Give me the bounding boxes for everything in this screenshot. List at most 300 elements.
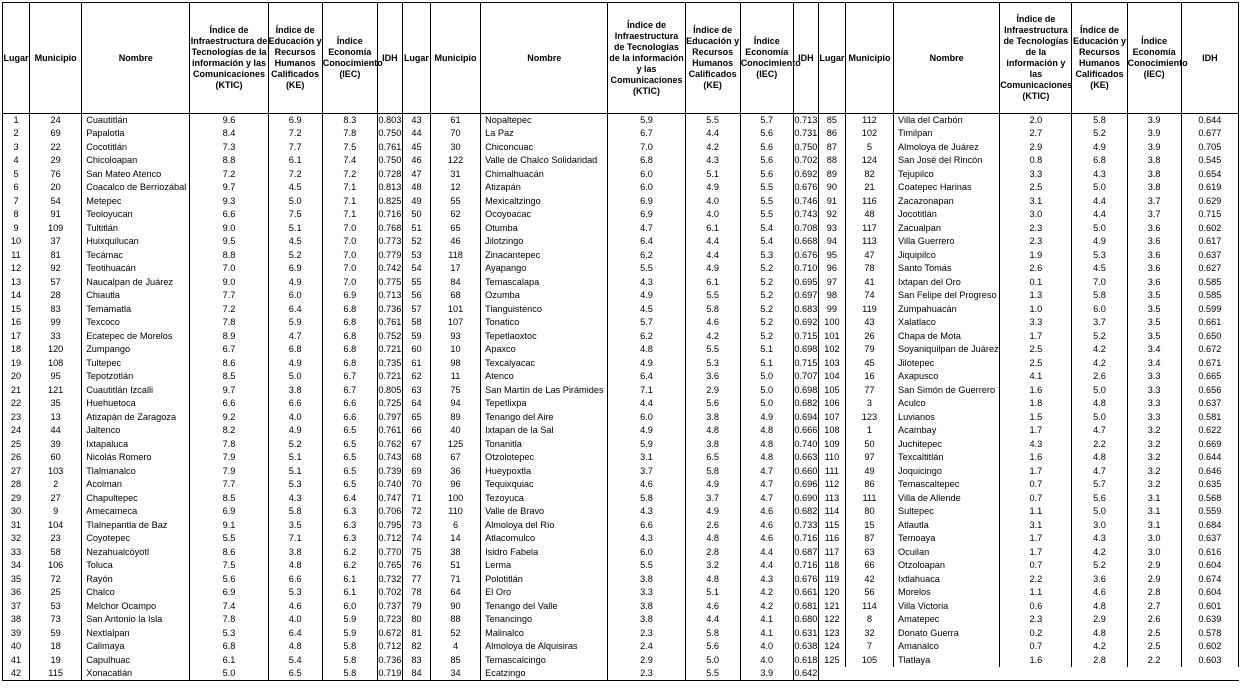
idh-cell: 0.637 (1181, 532, 1238, 546)
idh-cell: 0.656 (1181, 384, 1238, 398)
rank-cell: 70 (402, 478, 430, 492)
municipio-name-cell: Jilotepec (894, 357, 1000, 371)
ktic-cell: 4.3 (608, 532, 685, 546)
municipio-name-cell: Timilpan (894, 127, 1000, 141)
rank-cell: 65 (402, 411, 430, 425)
rank-cell: 112 (818, 478, 845, 492)
rank-cell: 23 (3, 411, 30, 425)
idh-cell: 0.680 (793, 613, 818, 627)
idh-cell: 0.585 (1181, 276, 1238, 290)
ke-cell: 4.9 (1072, 141, 1127, 155)
municipio-code-cell: 111 (845, 492, 893, 506)
rank-cell: 20 (3, 370, 30, 384)
municipio-name-cell: Atenco (481, 370, 608, 384)
municipio-code-cell: 67 (430, 451, 480, 465)
table-row (3, 114, 1239, 128)
idh-cell: 0.752 (377, 330, 402, 344)
idh-cell: 0.622 (1181, 424, 1238, 438)
idh-cell: 0.601 (1181, 600, 1238, 614)
ke-cell: 4.7 (1072, 424, 1127, 438)
municipio-code-cell: 8 (845, 613, 893, 627)
iec-cell: 3.3 (1127, 370, 1181, 384)
ktic-cell: 1.3 (1000, 289, 1072, 303)
iec-cell: 5.5 (740, 208, 793, 222)
iec-cell: 6.8 (322, 330, 377, 344)
rank-cell: 107 (818, 411, 845, 425)
municipio-name-cell: Coyotepec (82, 532, 190, 546)
ke-cell: 5.3 (1072, 249, 1127, 263)
rank-cell: 37 (3, 600, 30, 614)
table-row (3, 141, 1239, 155)
ke-cell: 3.0 (1072, 519, 1127, 533)
ktic-cell: 1.7 (1000, 465, 1072, 479)
iec-cell: 3.3 (1127, 411, 1181, 425)
iec-cell: 5.6 (740, 127, 793, 141)
header-row (3, 3, 1239, 114)
rank-cell: 35 (3, 573, 30, 587)
municipio-name-cell: Texcalyacac (481, 357, 608, 371)
municipio-code-cell: 64 (430, 586, 480, 600)
municipio-name-cell: Almoloya del Río (481, 519, 608, 533)
rank-cell: 69 (402, 465, 430, 479)
ktic-cell: 7.2 (190, 168, 268, 182)
empty-cell (894, 667, 1000, 681)
ke-cell: 5.4 (268, 654, 322, 668)
iec-cell: 6.8 (322, 343, 377, 357)
idh-cell: 0.746 (793, 195, 818, 209)
municipio-code-cell: 121 (30, 384, 82, 398)
ke-cell: 4.3 (1072, 532, 1127, 546)
municipio-code-cell: 58 (30, 546, 82, 560)
ktic-cell: 6.9 (190, 586, 268, 600)
ke-cell: 5.0 (1072, 181, 1127, 195)
header-nombre: Nombre (481, 3, 608, 114)
ke-cell: 4.6 (685, 316, 740, 330)
rank-cell: 87 (818, 141, 845, 155)
municipio-code-cell: 54 (30, 195, 82, 209)
rank-cell: 73 (402, 519, 430, 533)
idh-cell: 0.637 (1181, 397, 1238, 411)
ktic-cell: 6.9 (190, 505, 268, 519)
ke-cell: 4.4 (685, 613, 740, 627)
idh-cell: 0.695 (793, 276, 818, 290)
ktic-cell: 4.3 (1000, 438, 1072, 452)
municipio-name-cell: Atlautla (894, 519, 1000, 533)
idh-cell: 0.661 (793, 586, 818, 600)
municipio-name-cell: Temoaya (894, 532, 1000, 546)
municipio-code-cell: 74 (845, 289, 893, 303)
iec-cell: 6.7 (322, 370, 377, 384)
iec-cell: 3.1 (1127, 505, 1181, 519)
municipio-name-cell: Calimaya (82, 640, 190, 654)
table-row (3, 370, 1239, 384)
idh-cell: 0.825 (377, 195, 402, 209)
ktic-cell: 8.2 (190, 424, 268, 438)
ke-cell: 5.5 (685, 343, 740, 357)
iec-cell: 3.6 (1127, 276, 1181, 290)
ke-cell: 7.1 (268, 532, 322, 546)
idh-cell: 0.761 (377, 316, 402, 330)
iec-cell: 5.6 (740, 168, 793, 182)
table-row (3, 667, 1239, 681)
ktic-cell: 2.7 (1000, 127, 1072, 141)
iec-cell: 6.7 (322, 384, 377, 398)
ktic-cell: 1.7 (1000, 424, 1072, 438)
idh-cell: 0.698 (793, 343, 818, 357)
header-lugar: Lugar (402, 3, 430, 114)
ke-cell: 6.0 (1072, 303, 1127, 317)
municipio-code-cell: 116 (845, 195, 893, 209)
ke-cell: 4.7 (268, 330, 322, 344)
ke-cell: 4.3 (1072, 168, 1127, 182)
rank-cell: 43 (402, 114, 430, 128)
iec-cell: 5.1 (740, 357, 793, 371)
iec-cell: 3.6 (1127, 222, 1181, 236)
municipio-name-cell: San José del Rincón (894, 154, 1000, 168)
ke-cell: 5.2 (268, 438, 322, 452)
municipio-name-cell: Morelos (894, 586, 1000, 600)
municipio-name-cell: Huehuetoca (82, 397, 190, 411)
rank-cell: 9 (3, 222, 30, 236)
ke-cell: 4.4 (685, 249, 740, 263)
municipio-code-cell: 14 (430, 532, 480, 546)
idh-cell: 0.797 (377, 411, 402, 425)
iec-cell: 6.2 (322, 559, 377, 573)
ktic-cell: 5.5 (190, 532, 268, 546)
municipio-name-cell: Zacualpan (894, 222, 1000, 236)
ktic-cell: 4.6 (608, 478, 685, 492)
municipio-code-cell: 52 (430, 627, 480, 641)
ke-cell: 5.7 (1072, 478, 1127, 492)
municipio-code-cell: 12 (430, 181, 480, 195)
municipio-name-cell: Almoloya de Alquisiras (481, 640, 608, 654)
municipio-code-cell: 99 (30, 316, 82, 330)
table-row (3, 438, 1239, 452)
municipio-code-cell: 125 (430, 438, 480, 452)
idh-cell: 0.603 (1181, 654, 1238, 668)
rank-cell: 124 (818, 640, 845, 654)
idh-cell: 0.602 (1181, 640, 1238, 654)
municipio-name-cell: Amanalco (894, 640, 1000, 654)
idh-cell: 0.731 (793, 127, 818, 141)
municipio-code-cell: 53 (30, 600, 82, 614)
idh-cell: 0.716 (377, 208, 402, 222)
municipio-name-cell: Acambay (894, 424, 1000, 438)
ke-cell: 5.2 (1072, 559, 1127, 573)
ktic-cell: 4.7 (608, 222, 685, 236)
iec-cell: 5.9 (322, 627, 377, 641)
municipio-code-cell: 108 (30, 357, 82, 371)
idh-cell: 0.690 (793, 492, 818, 506)
iec-cell: 3.4 (1127, 357, 1181, 371)
rank-cell: 86 (818, 127, 845, 141)
table-row (3, 478, 1239, 492)
municipio-name-cell: Chalco (82, 586, 190, 600)
ktic-cell: 8.8 (190, 154, 268, 168)
idh-cell: 0.627 (1181, 262, 1238, 276)
iec-cell: 7.1 (322, 195, 377, 209)
municipio-code-cell: 104 (30, 519, 82, 533)
ke-cell: 5.3 (268, 478, 322, 492)
iec-cell: 3.9 (1127, 141, 1181, 155)
iec-cell: 5.8 (322, 640, 377, 654)
iec-cell: 3.3 (1127, 384, 1181, 398)
idh-cell: 0.604 (1181, 559, 1238, 573)
table-row (3, 654, 1239, 668)
municipio-name-cell: Temascaltepec (894, 478, 1000, 492)
municipio-name-cell: Chicoloapan (82, 154, 190, 168)
municipio-code-cell: 9 (30, 505, 82, 519)
ke-cell: 4.8 (1072, 397, 1127, 411)
ke-cell: 4.6 (685, 600, 740, 614)
ke-cell: 6.6 (268, 573, 322, 587)
ktic-cell: 7.7 (190, 478, 268, 492)
idh-cell: 0.750 (377, 154, 402, 168)
municipio-code-cell: 56 (845, 586, 893, 600)
ktic-cell: 3.8 (608, 613, 685, 627)
rank-cell: 100 (818, 316, 845, 330)
idh-cell: 0.672 (1181, 343, 1238, 357)
iec-cell: 4.2 (740, 586, 793, 600)
iec-cell: 5.2 (740, 303, 793, 317)
municipio-code-cell: 91 (30, 208, 82, 222)
rank-cell: 21 (3, 384, 30, 398)
municipio-name-cell: Capulhuac (82, 654, 190, 668)
municipio-name-cell: Mexicaltzingo (481, 195, 608, 209)
ke-cell: 5.8 (685, 465, 740, 479)
municipio-code-cell: 48 (845, 208, 893, 222)
rank-cell: 61 (402, 357, 430, 371)
municipio-code-cell: 73 (30, 613, 82, 627)
municipio-name-cell: Luvianos (894, 411, 1000, 425)
municipio-name-cell: Nicolás Romero (82, 451, 190, 465)
municipio-name-cell: Nezahualcóyotl (82, 546, 190, 560)
rank-cell: 104 (818, 370, 845, 384)
iec-cell: 4.0 (740, 640, 793, 654)
ktic-cell: 9.3 (190, 195, 268, 209)
rank-cell: 48 (402, 181, 430, 195)
idh-cell: 0.725 (377, 397, 402, 411)
ktic-cell: 2.6 (1000, 262, 1072, 276)
idh-cell: 0.617 (1181, 235, 1238, 249)
municipio-code-cell: 59 (30, 627, 82, 641)
idh-cell: 0.635 (1181, 478, 1238, 492)
ktic-cell: 6.0 (608, 168, 685, 182)
municipio-code-cell: 21 (845, 181, 893, 195)
ke-cell: 4.0 (268, 411, 322, 425)
ke-cell: 7.5 (268, 208, 322, 222)
iec-cell: 2.9 (1127, 573, 1181, 587)
ktic-cell: 8.5 (190, 492, 268, 506)
idh-cell: 0.676 (793, 181, 818, 195)
table-row (3, 195, 1239, 209)
ke-cell: 5.9 (268, 316, 322, 330)
ke-cell: 4.5 (268, 235, 322, 249)
municipio-code-cell: 38 (430, 546, 480, 560)
rank-cell: 5 (3, 168, 30, 182)
ktic-cell: 9.2 (190, 411, 268, 425)
ke-cell: 4.9 (268, 424, 322, 438)
ktic-cell: 7.1 (608, 384, 685, 398)
rank-cell: 106 (818, 397, 845, 411)
iec-cell: 6.6 (322, 411, 377, 425)
rank-cell: 53 (402, 249, 430, 263)
idh-cell: 0.681 (793, 600, 818, 614)
idh-cell: 0.710 (793, 262, 818, 276)
rank-cell: 17 (3, 330, 30, 344)
rank-cell: 6 (3, 181, 30, 195)
municipio-name-cell: Villa del Carbón (894, 114, 1000, 128)
ktic-cell: 2.3 (1000, 235, 1072, 249)
ktic-cell: 4.9 (608, 424, 685, 438)
ktic-cell: 8.6 (190, 357, 268, 371)
municipio-name-cell: Rayón (82, 573, 190, 587)
ktic-cell: 8.6 (190, 546, 268, 560)
ke-cell: 4.3 (685, 154, 740, 168)
municipio-name-cell: Tenango del Aire (481, 411, 608, 425)
municipio-name-cell: Polotitlán (481, 573, 608, 587)
municipio-code-cell: 61 (430, 114, 480, 128)
ke-cell: 5.2 (1072, 127, 1127, 141)
municipio-name-cell: Texcoco (82, 316, 190, 330)
municipio-name-cell: Tecámac (82, 249, 190, 263)
municipio-name-cell: Xonacatlán (82, 667, 190, 681)
ke-cell: 6.8 (268, 343, 322, 357)
ktic-cell: 6.6 (190, 397, 268, 411)
iec-cell: 6.3 (322, 505, 377, 519)
iec-cell: 3.9 (1127, 127, 1181, 141)
municipio-name-cell: Coatepec Harinas (894, 181, 1000, 195)
idh-cell: 0.677 (1181, 127, 1238, 141)
ke-cell: 2.9 (685, 384, 740, 398)
ktic-cell: 2.3 (608, 627, 685, 641)
ktic-cell: 6.4 (608, 235, 685, 249)
iec-cell: 5.4 (740, 235, 793, 249)
ktic-cell: 5.9 (608, 438, 685, 452)
municipio-name-cell: Jocotitlán (894, 208, 1000, 222)
idh-cell: 0.687 (793, 546, 818, 560)
iec-cell: 3.0 (1127, 546, 1181, 560)
ktic-cell: 1.7 (1000, 532, 1072, 546)
ktic-cell: 1.6 (1000, 451, 1072, 465)
municipio-code-cell: 68 (430, 289, 480, 303)
ktic-cell: 4.9 (608, 357, 685, 371)
table-row (3, 465, 1239, 479)
municipio-code-cell: 23 (30, 532, 82, 546)
municipio-code-cell: 105 (845, 654, 893, 668)
idh-cell: 0.733 (793, 519, 818, 533)
municipio-name-cell: Temascalcingo (481, 654, 608, 668)
ktic-cell: 8.5 (190, 370, 268, 384)
iec-cell: 5.8 (322, 654, 377, 668)
municipio-name-cell: Lerma (481, 559, 608, 573)
municipio-code-cell: 85 (430, 654, 480, 668)
rank-cell: 93 (818, 222, 845, 236)
idh-cell: 0.697 (793, 289, 818, 303)
iec-cell: 8.3 (322, 114, 377, 128)
ktic-cell: 4.4 (608, 397, 685, 411)
idh-cell: 0.578 (1181, 627, 1238, 641)
rank-cell: 47 (402, 168, 430, 182)
municipio-name-cell: Aculco (894, 397, 1000, 411)
idh-cell: 0.742 (377, 262, 402, 276)
idh-cell: 0.683 (793, 303, 818, 317)
iec-cell: 4.6 (740, 505, 793, 519)
empty-cell (818, 667, 845, 681)
municipio-name-cell: Zumpango (82, 343, 190, 357)
iec-cell: 5.0 (740, 384, 793, 398)
idh-cell: 0.660 (793, 465, 818, 479)
municipio-name-cell: Valle de Chalco Solidaridad (481, 154, 608, 168)
ke-cell: 4.5 (1072, 262, 1127, 276)
iec-cell: 5.2 (740, 289, 793, 303)
header-ke: Índice de Educación y Recursos Humanos Calificados (KE) (268, 3, 322, 114)
ke-cell: 5.1 (685, 586, 740, 600)
idh-cell: 0.736 (377, 303, 402, 317)
iec-cell: 2.9 (1127, 559, 1181, 573)
municipio-code-cell: 98 (430, 357, 480, 371)
header-idh: IDH (793, 3, 818, 114)
iec-cell: 6.9 (322, 289, 377, 303)
ke-cell: 5.1 (685, 168, 740, 182)
municipio-name-cell: Teoloyucan (82, 208, 190, 222)
rank-cell: 67 (402, 438, 430, 452)
municipio-name-cell: Atlacomulco (481, 532, 608, 546)
idh-cell: 0.698 (793, 384, 818, 398)
municipio-code-cell: 49 (845, 465, 893, 479)
empty-cell (1000, 667, 1072, 681)
rank-cell: 11 (3, 249, 30, 263)
municipio-code-cell: 76 (30, 168, 82, 182)
iec-cell: 7.2 (322, 168, 377, 182)
iec-cell: 6.5 (322, 465, 377, 479)
table-row (3, 559, 1239, 573)
municipio-code-cell: 83 (30, 303, 82, 317)
rank-cell: 62 (402, 370, 430, 384)
idh-cell: 0.692 (793, 168, 818, 182)
idh-cell: 0.715 (793, 330, 818, 344)
municipio-code-cell: 69 (30, 127, 82, 141)
rank-cell: 98 (818, 289, 845, 303)
ke-cell: 5.8 (268, 505, 322, 519)
table-row (3, 573, 1239, 587)
iec-cell: 5.2 (740, 276, 793, 290)
municipio-name-cell: Tezoyuca (481, 492, 608, 506)
ktic-cell: 2.2 (1000, 573, 1072, 587)
ktic-cell: 1.8 (1000, 397, 1072, 411)
municipio-code-cell: 36 (430, 465, 480, 479)
ktic-cell: 5.9 (608, 114, 685, 128)
municipio-code-cell: 123 (845, 411, 893, 425)
ke-cell: 5.2 (268, 249, 322, 263)
rank-cell: 123 (818, 627, 845, 641)
idh-cell: 0.735 (377, 357, 402, 371)
iec-cell: 3.1 (1127, 519, 1181, 533)
municipio-name-cell: Tultitlán (82, 222, 190, 236)
ktic-cell: 1.1 (1000, 505, 1072, 519)
ke-cell: 6.1 (268, 154, 322, 168)
idh-cell: 0.619 (1181, 181, 1238, 195)
rank-cell: 102 (818, 343, 845, 357)
municipio-code-cell: 34 (430, 667, 480, 681)
municipio-code-cell: 97 (845, 451, 893, 465)
ktic-cell: 6.6 (190, 208, 268, 222)
municipio-code-cell: 66 (845, 559, 893, 573)
ke-cell: 5.5 (685, 289, 740, 303)
rank-cell: 30 (3, 505, 30, 519)
ktic-cell: 9.5 (190, 235, 268, 249)
municipio-name-cell: Villa Guerrero (894, 235, 1000, 249)
